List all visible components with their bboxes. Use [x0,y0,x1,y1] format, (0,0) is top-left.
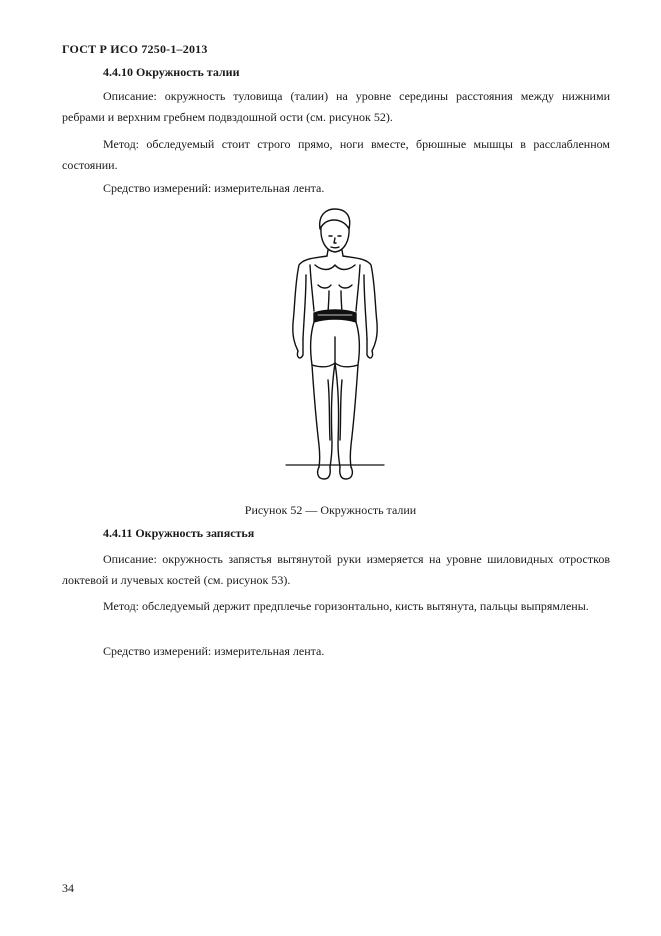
standing-person-icon [282,205,388,490]
figure-caption: Рисунок 52 — Окружность талии [244,503,417,517]
section-title-waist: 4.4.10 Окружность талии [103,65,240,79]
standard-header: ГОСТ Р ИСО 7250-1–2013 [62,42,208,56]
paragraph-method-wrist: Метод: обследуемый держит предплечье горизонтально, кисть вытянута, пальцы выпрямлены. [103,599,589,613]
figure-52 [282,205,388,490]
page-number: 34 [62,881,74,895]
paragraph-instrument-wrist: Средство измерений: измерительная лента. [103,644,325,658]
paragraph-description-wrist: Описание: окружность запястья вытянутой руки измеряется на уровне шиловидных отростков локтевой и лучевых костей (см. рисунок 53). [62,552,610,587]
paragraph-instrument-waist: Средство измерений: измерительная лента. [103,181,325,195]
paragraph-method-waist: Метод: обследуемый стоит строго прямо, ноги вместе, брюшные мышцы в расслабленном состоянии. [62,137,610,172]
section-title-wrist: 4.4.11 Окружность запястья [103,526,255,540]
paragraph-description-waist: Описание: окружность туловища (талии) на уровне середины расстояния между нижними ребрами и верхним гребнем подвздошной ости (см. рисунок 52). [62,89,610,124]
